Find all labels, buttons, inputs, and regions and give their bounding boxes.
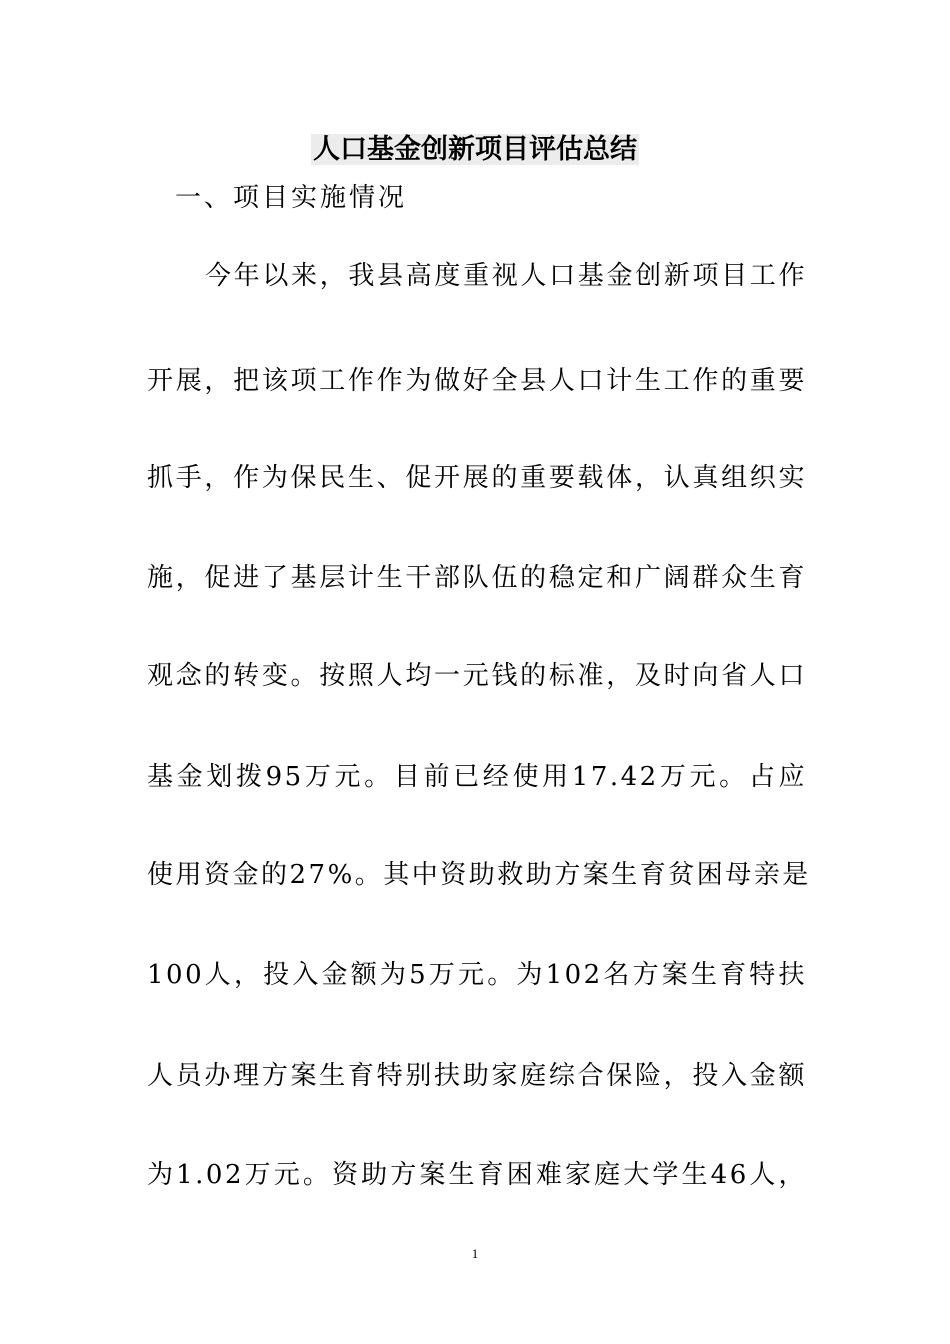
paragraph-line: 抓手，作为保民生、促开展的重要载体，认真组织实	[147, 463, 807, 493]
paragraph-line: 开展，把该项工作作为做好全县人口计生工作的重要	[147, 366, 807, 396]
document-title-text: 人口基金创新项目评估总结	[313, 134, 637, 165]
paragraph-line: 今年以来，我县高度重视人口基金创新项目工作	[205, 261, 807, 291]
paragraph-line: 人员办理方案生育特别扶助家庭综合保险，投入金额	[147, 1061, 807, 1091]
paragraph-line: 基金划拨95万元。目前已经使用17.42万元。占应	[147, 762, 807, 792]
document-title	[0, 130, 950, 170]
paragraph-line: 为1.02万元。资助方案生育困难家庭大学生46人，	[147, 1160, 807, 1190]
paragraph-line: 施，促进了基层计生干部队伍的稳定和广阔群众生育	[147, 563, 807, 593]
page-number: 1	[471, 1246, 479, 1261]
section-heading: 一、项目实施情况	[175, 183, 408, 213]
paragraph-line: 使用资金的27%。其中资助救助方案生育贫困母亲是	[147, 860, 811, 890]
paragraph-line: 100人，投入金额为5万元。为102名方案生育特扶	[147, 960, 807, 990]
paragraph-line: 观念的转变。按照人均一元钱的标准，及时向省人口	[147, 661, 807, 691]
